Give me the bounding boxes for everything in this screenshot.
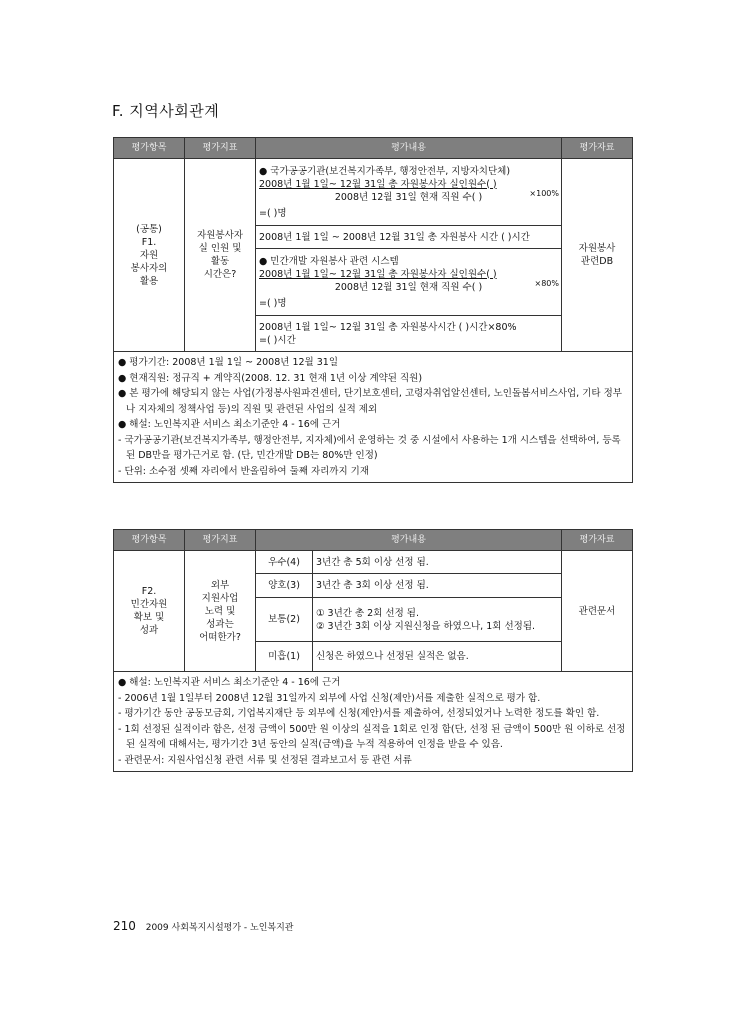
f1-content-block-1 — [256, 159, 562, 226]
grade-good-desc: 3년간 총 3회 이상 선정 됨. — [313, 574, 562, 598]
f1-content-block-2 — [256, 226, 562, 249]
grade-average-desc-1: ① 3년간 총 2회 선정 됨. — [316, 607, 419, 619]
note-line: - 2006년 1월 1일부터 2008년 12월 31일까지 외부에 사업 신청(제안)서를 제출한 실적으로 평가 함. — [118, 692, 541, 704]
block1-numerator: 2008년 1월 1일~ 12월 31일 총 자원봉사자 실인원수( ) — [259, 178, 497, 190]
grade-average: 보통(2) — [256, 598, 313, 642]
block3-multiplier: ×80% — [534, 279, 559, 288]
note-line: ● 해설: 노인복지관 서비스 최소기준안 4 - 16에 근거 — [118, 677, 341, 688]
block3-numerator: 2008년 1월 1일~ 12월 31일 총 자원봉사자 실인원수( ) — [259, 268, 497, 280]
f1-item-line: (공통) — [136, 223, 162, 235]
f1-item-line: 봉사자의 — [130, 262, 168, 274]
page-footer — [113, 919, 294, 933]
header-indicator: 평가지표 — [185, 138, 256, 159]
grade-excellent: 우수(4) — [256, 551, 313, 574]
evaluation-table-f1 — [113, 137, 633, 483]
f1-content-block-4 — [256, 316, 562, 352]
f2-item-line: F2. — [141, 586, 157, 597]
header-content: 평가내용 — [256, 530, 562, 551]
f2-indicator-line: 지원사업 — [201, 592, 239, 604]
f2-indicator-line: 어떠한가? — [199, 631, 241, 643]
f1-indicator-line: 시간은? — [203, 269, 237, 280]
grade-average-desc-2: ② 3년간 3회 이상 지원신청을 하였으나, 1회 선정됨. — [316, 620, 536, 632]
f2-indicator-line: 노력 및 — [204, 605, 236, 617]
note-line: ● 본 평가에 해당되지 않는 사업(가정봉사원파견센터, 단기보호센터, 고령자취업알선센터, 노인돌봄서비스사업, 기타 정부나 지자체의 정책사업 등)의 직원 및 관련된 사업의 실적 제외 — [118, 388, 622, 415]
block4-line1: 2008년 1월 1일~ 12월 31일 총 자원봉사시간 ( )시간×80% — [259, 321, 517, 333]
block4-line2: =( )시간 — [259, 334, 296, 346]
note-line: - 국가공공기관(보건복지가족부, 행정안전부, 지자체)에서 운영하는 것 중 시설에서 사용하는 1개 시스템을 선택하여, 등록된 DB만을 평가근거로 함. (단, 민간개발 DB는 80%만 인정) — [118, 434, 621, 461]
header-material: 평가자료 — [562, 530, 633, 551]
f1-material-line: 관련DB — [580, 256, 614, 267]
header-content: 평가내용 — [256, 138, 562, 159]
table-header-row — [114, 138, 633, 159]
f2-indicator-line: 외부 — [210, 579, 230, 591]
note-line: - 단위: 소수점 셋째 자리에서 반올림하여 둘째 자리까지 기재 — [118, 465, 370, 477]
page-number: 210 — [113, 919, 136, 933]
header-item: 평가항목 — [114, 530, 185, 551]
f1-material-cell — [562, 159, 633, 352]
table-header-row — [114, 530, 633, 551]
note-line: - 관련문서: 지원사업신청 관련 서류 및 선정된 결과보고서 등 관련 서류 — [118, 754, 412, 766]
f1-item-line: F1. — [141, 236, 157, 248]
grade-excellent-desc: 3년간 총 5회 이상 선정 됨. — [313, 551, 562, 574]
f1-indicator-line: 활동 — [210, 256, 230, 267]
evaluation-table-f2 — [113, 529, 633, 772]
f2-item-line: 성과 — [139, 625, 159, 636]
header-material: 평가자료 — [562, 138, 633, 159]
grade-poor-desc: 신청은 하였으나 선정된 실적은 없음. — [313, 642, 562, 672]
f1-item-line: 활용 — [139, 275, 159, 287]
block1-result: =( )명 — [259, 207, 287, 219]
f2-notes — [114, 672, 633, 772]
note-line: ● 현재직원: 정규직 + 계약직(2008. 12. 31 현재 1년 이상 계약된 직원) — [118, 372, 423, 384]
note-line: ● 평가기간: 2008년 1월 1일 ~ 2008년 12월 31일 — [118, 357, 338, 368]
grade-average-desc — [313, 598, 562, 642]
block3-result: =( )명 — [259, 297, 287, 309]
f2-indicator-cell — [185, 551, 256, 672]
header-item: 평가항목 — [114, 138, 185, 159]
grade-good: 양호(3) — [256, 574, 313, 598]
f1-content-block-3 — [256, 249, 562, 316]
footer-title: 2009 사회복지시설평가 - 노인복지관 — [145, 923, 294, 933]
f1-notes — [114, 352, 633, 483]
block1-multiplier: ×100% — [529, 189, 559, 198]
note-line: - 평가기간 동안 공동모금회, 기업복지재단 등 외부에 신청(제안)서를 제출하여, 선정되었거나 노력한 정도를 확인 함. — [118, 708, 600, 719]
note-line: ● 해설: 노인복지관 서비스 최소기준안 4 - 16에 근거 — [118, 419, 341, 430]
block1-bullet: ● 국가공공기관(보건복지가족부, 행정안전부, 지방자치단체) — [259, 165, 511, 177]
block2-text: 2008년 1월 1일 ~ 2008년 12월 31일 총 자원봉사 시간 ( )시간 — [259, 231, 530, 243]
f2-item-line: 확보 및 — [133, 612, 165, 623]
f1-indicator-line: 자원봉사자 — [197, 230, 243, 241]
f1-indicator-cell — [185, 159, 256, 352]
block3-denominator: 2008년 12월 31일 현재 직원 수( ) — [334, 281, 483, 293]
f1-material-line: 자원봉사 — [578, 243, 616, 254]
header-indicator: 평가지표 — [185, 530, 256, 551]
f2-indicator-line: 성과는 — [206, 618, 234, 630]
f1-item-cell — [114, 159, 185, 352]
f1-indicator-line: 실 인원 및 — [198, 243, 242, 254]
note-line: - 1회 선정된 실적이라 함은, 선정 금액이 500만 원 이상의 실적을 1회로 인정 함(단, 선정 된 금액이 500만 원 이하로 선정된 실적에 대해서는, 평가기간 3년 동안의 실적(금액)을 누적 적용하여 인정을 받을 수 있음. — [118, 723, 626, 750]
grade-poor: 미흡(1) — [256, 642, 313, 672]
block3-bullet: ● 민간개발 자원봉사 관련 시스템 — [259, 255, 399, 267]
f2-item-cell — [114, 551, 185, 672]
section-title: F. 지역사회관계 — [112, 102, 220, 120]
block1-denominator: 2008년 12월 31일 현재 직원 수( ) — [334, 191, 483, 203]
f1-item-line: 자원 — [139, 249, 159, 261]
f2-item-line: 민간자원 — [130, 599, 168, 610]
f2-material-cell: 관련문서 — [562, 551, 633, 672]
